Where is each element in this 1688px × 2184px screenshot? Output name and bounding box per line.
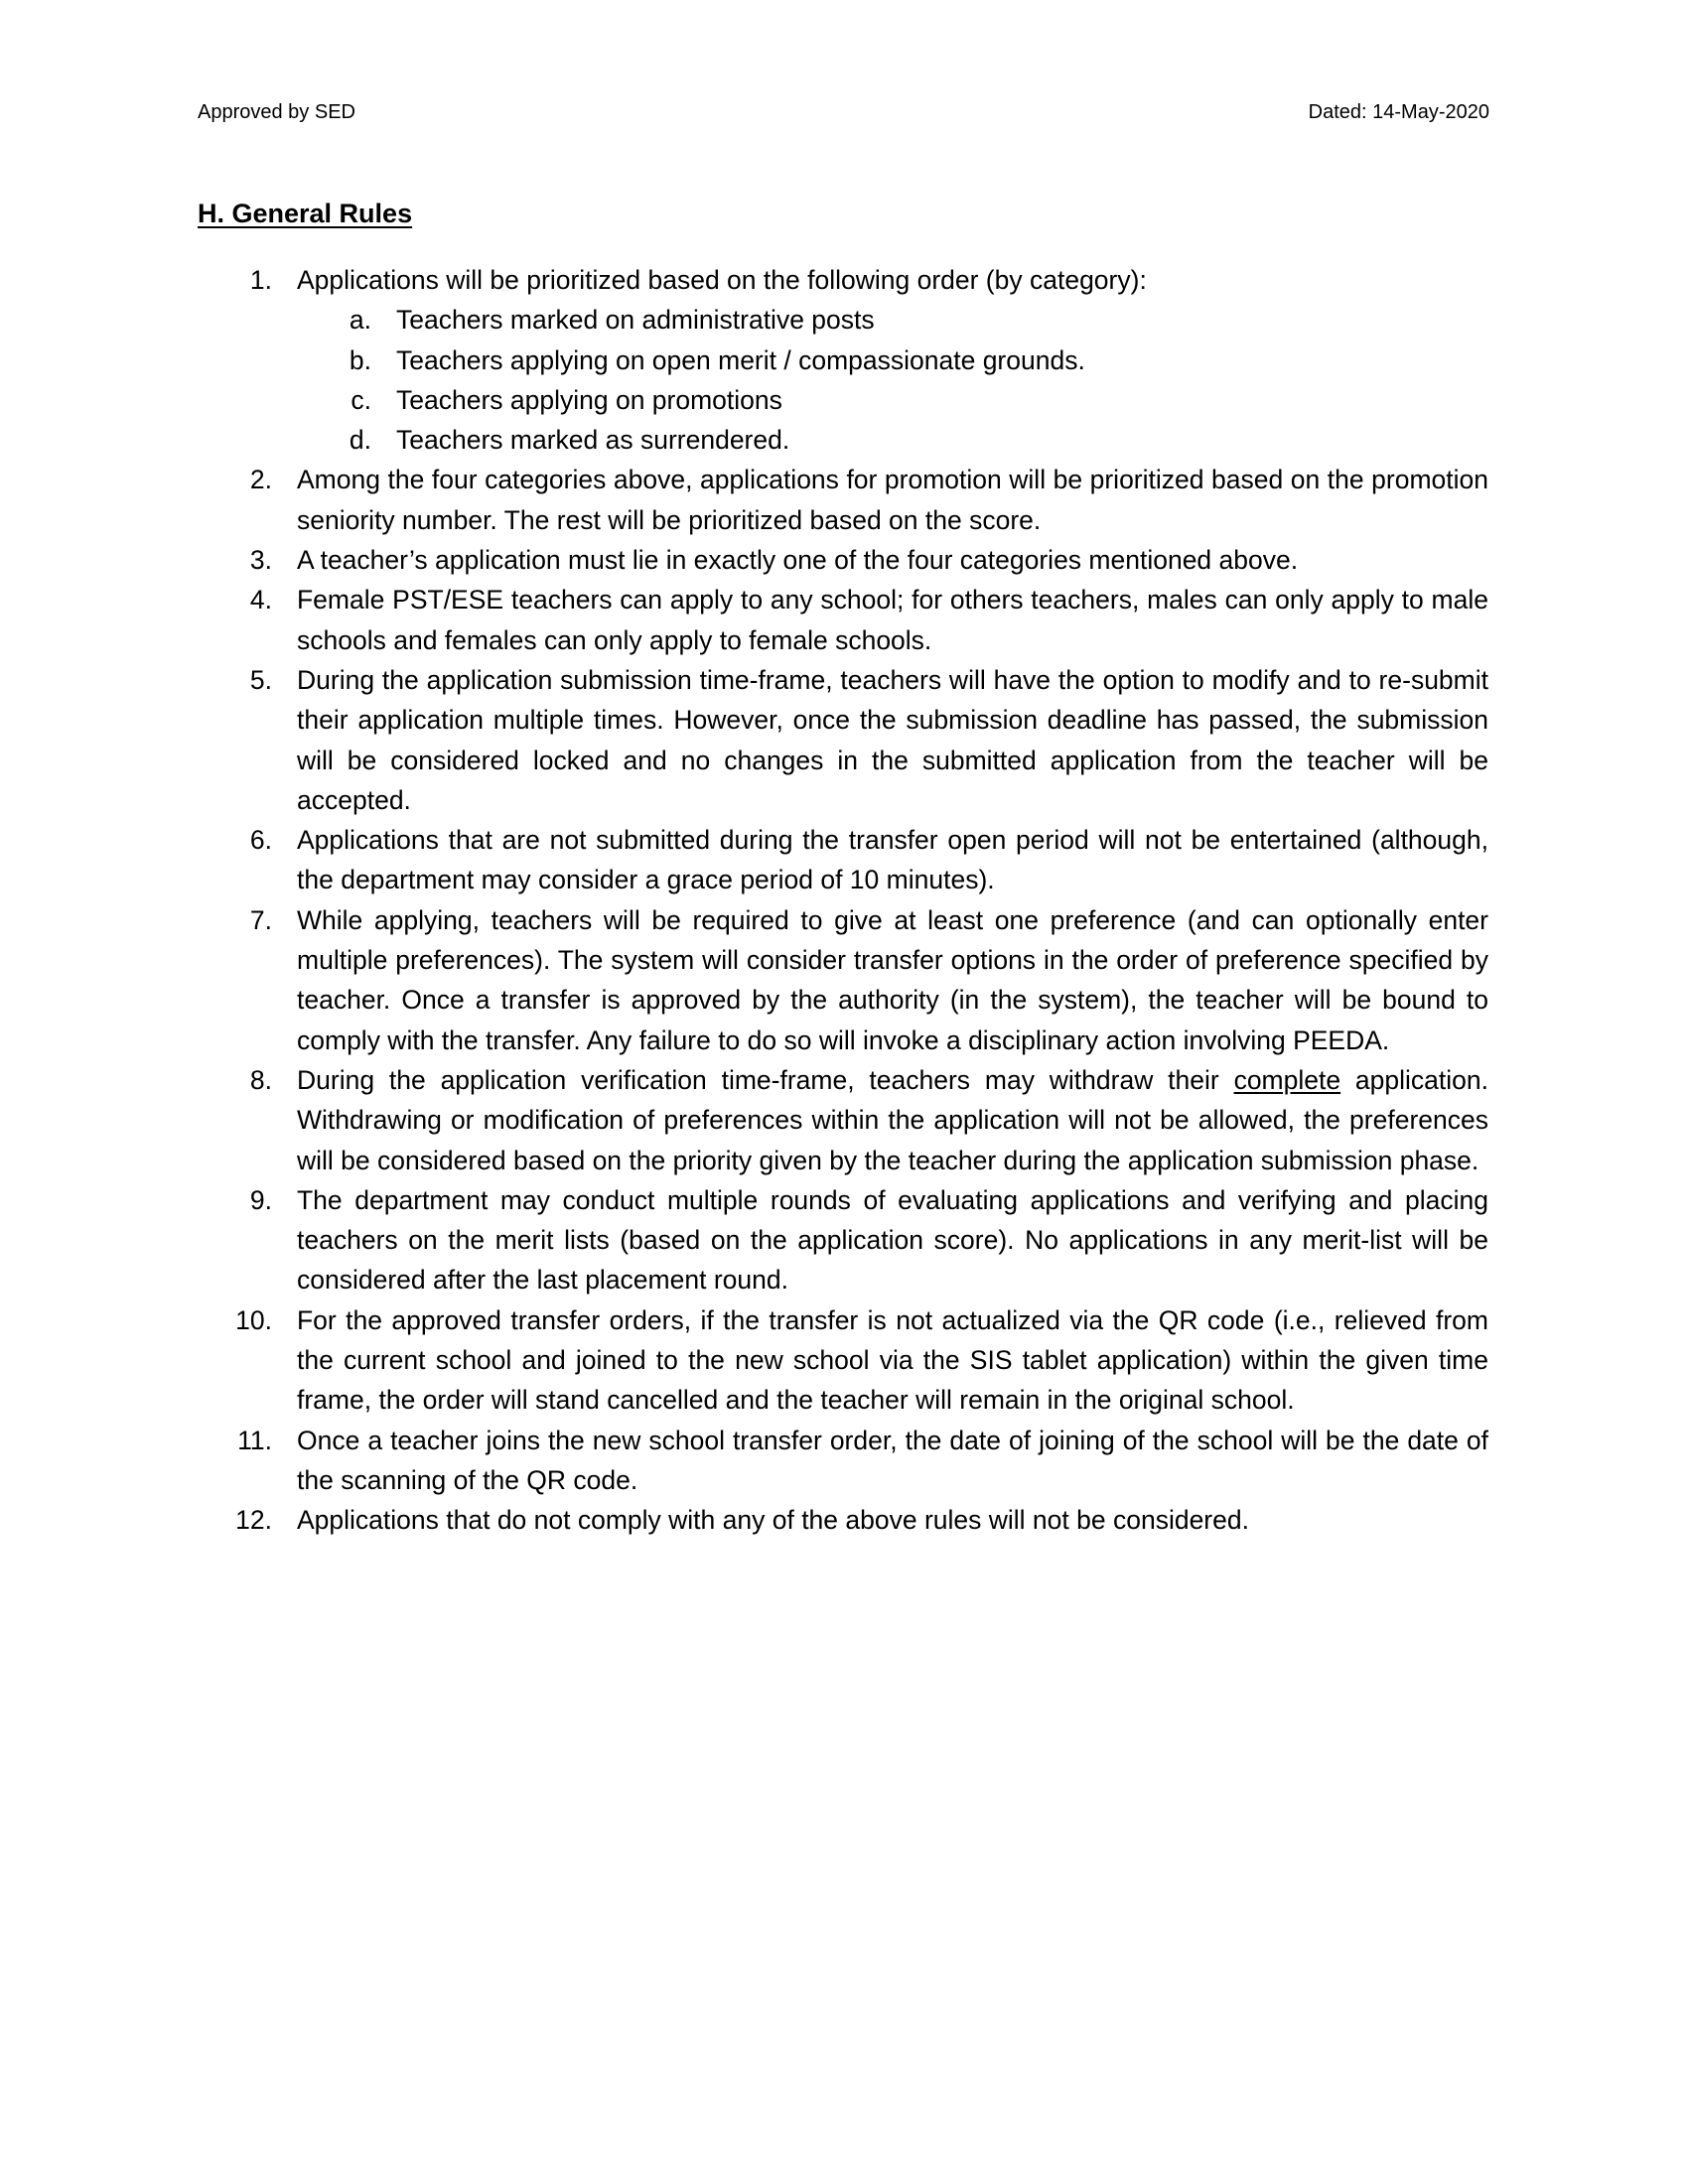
rule-number: 7. xyxy=(249,904,272,935)
rule-text: Female PST/ESE teachers can apply to any school; for others teachers, males can only apply to male schools and females can only apply to female schools. xyxy=(297,585,1488,655)
rule-text: Among the four categories above, applications for promotion will be prioritized based on the promotion seniority number. The rest will be prioritized based on the score. xyxy=(297,465,1488,535)
rule-number: 3. xyxy=(249,545,272,576)
rule-item xyxy=(198,1500,1488,1540)
rule-item xyxy=(198,1421,1488,1501)
rule-item xyxy=(198,820,1488,900)
rule-text: During the application submission time-frame, teachers will have the option to modify and to re-submit their application multiple times. However, once the submission deadline has passed, the submission will be considered locked and no changes in the submitted application from the teacher will be accepted. xyxy=(297,664,1488,815)
rule-number: 9. xyxy=(249,1184,272,1215)
page-header xyxy=(198,101,1489,129)
sub-item xyxy=(198,420,1488,460)
rule-text: Once a teacher joins the new school transfer order, the date of joining of the school will be the date of the scanning of the QR code. xyxy=(297,1425,1488,1495)
rule-number: 4. xyxy=(249,585,272,615)
rule-number: 1. xyxy=(249,265,272,295)
emphasized-word: complete xyxy=(1233,1064,1341,1095)
rule-text: The department may conduct multiple rounds of evaluating applications and verifying and placing teachers on the merit lists (based on the application score). No applications in any merit-list will be considered after the last placement round. xyxy=(297,1184,1488,1296)
approval-note: Approved by SED xyxy=(198,101,355,123)
rule-text: While applying, teachers will be required to give at least one preference (and can optionally enter multiple preferences). The system will consider transfer options in the order of preference specified by teacher. Once a transfer is approved by the authority (in the system), the teacher will be bound to comply with the transfer. Any failure to do so will invoke a disciplinary action involving PEEDA. xyxy=(297,904,1488,1055)
rules-list xyxy=(198,260,1488,1541)
rule-text: Applications that are not submitted during the transfer open period will not be entertained (although, the department may consider a grace period of 10 minutes). xyxy=(297,825,1488,895)
rule-number: 6. xyxy=(249,825,272,856)
date-note: Dated: 14-May-2020 xyxy=(1308,101,1489,123)
rule-text: Applications will be prioritized based on the following order (by category): xyxy=(297,265,1147,295)
rule-number: 8. xyxy=(249,1064,272,1095)
rule-text: Applications that do not comply with any of the above rules will not be considered. xyxy=(297,1505,1249,1536)
rule-number: 12. xyxy=(235,1505,272,1536)
sub-item xyxy=(198,380,1488,420)
rule-item xyxy=(198,1300,1488,1421)
rule-number: 2. xyxy=(249,465,272,495)
rule-text-part: During the application verification time-frame, teachers may withdraw their xyxy=(297,1064,1234,1095)
rule-item xyxy=(198,260,1488,460)
rule-number: 5. xyxy=(249,664,272,695)
sub-item-letter: c. xyxy=(351,384,371,415)
rule-item xyxy=(198,580,1488,660)
sub-item-text: Teachers marked as surrendered. xyxy=(396,425,790,456)
rule-item xyxy=(198,460,1488,540)
rule-text: For the approved transfer orders, if the transfer is not actualized via the QR code (i.e., relieved from the current school and joined to the new school via the SIS tablet application) within the given time frame, the order will stand cancelled and the teacher will remain in the original school. xyxy=(297,1304,1488,1416)
rule-number: 11. xyxy=(237,1425,272,1455)
sub-item-letter: a. xyxy=(349,305,371,336)
rule-item xyxy=(198,1180,1488,1300)
sub-item xyxy=(198,300,1488,340)
sub-item-text: Teachers applying on open merit / compassionate grounds. xyxy=(396,344,1085,375)
rule-text-part: application. Withdrawing or modification of preferences within the application will not be allowed, the preferences will be considered based on the priority given by the teacher during the application submission phase. xyxy=(297,1064,1488,1175)
rule-text xyxy=(297,1060,1488,1180)
section-title: H. General Rules xyxy=(198,199,413,228)
rule-item xyxy=(198,900,1488,1060)
sub-item xyxy=(198,341,1488,380)
sub-item-letter: b. xyxy=(349,344,371,375)
rule-number: 10. xyxy=(235,1304,272,1335)
rule-item xyxy=(198,540,1488,580)
sub-item-text: Teachers applying on promotions xyxy=(396,384,782,415)
sub-item-text: Teachers marked on administrative posts xyxy=(396,305,875,336)
sub-item-letter: d. xyxy=(349,425,371,456)
rule-item xyxy=(198,660,1488,820)
sub-list xyxy=(297,300,1488,460)
rule-text: A teacher’s application must lie in exactly one of the four categories mentioned above. xyxy=(297,545,1299,576)
rule-item xyxy=(198,1060,1488,1180)
